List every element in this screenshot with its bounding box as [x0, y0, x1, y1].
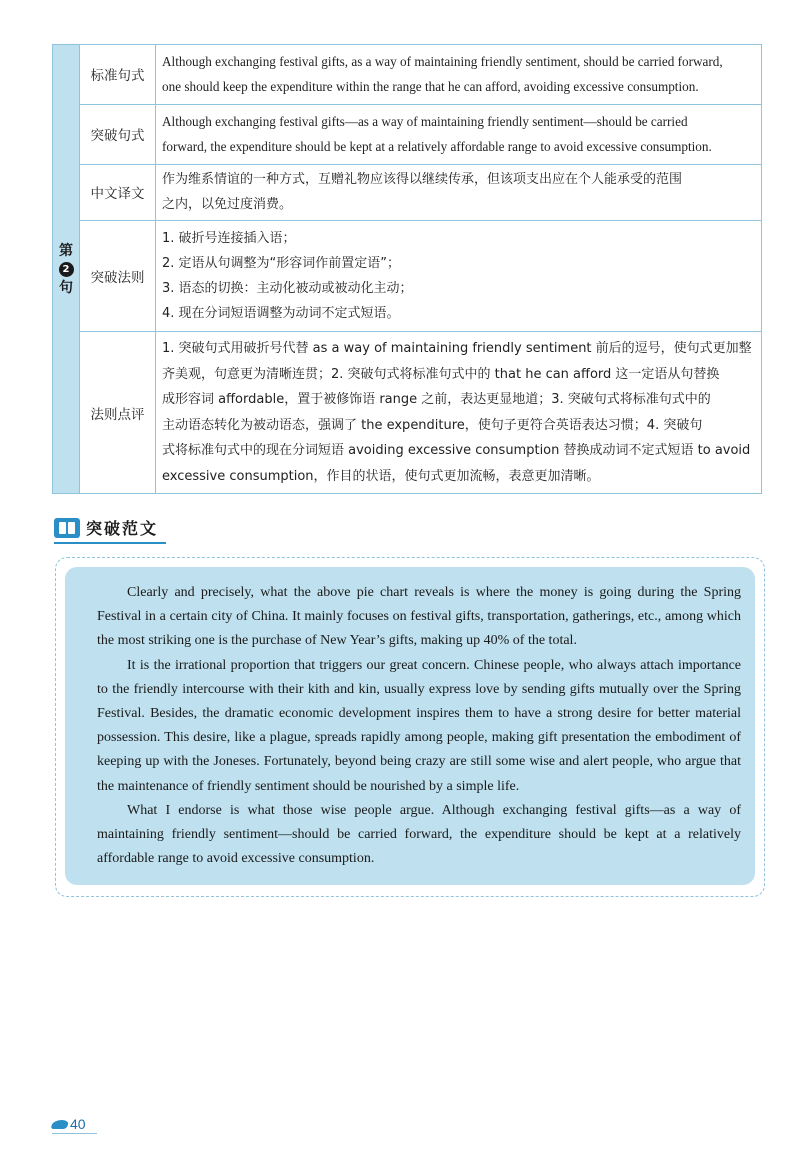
table-row-translation	[80, 165, 761, 221]
row-content	[156, 332, 761, 493]
row-label: 突破句式	[80, 105, 156, 164]
row-content	[156, 105, 761, 164]
row-label: 法则点评	[80, 332, 156, 493]
content-line: 成形容词 affordable，置于被修饰语 range 之前，表达更显地道；3. 突破句式将标准句式中的	[162, 392, 711, 408]
table-row-commentary	[80, 332, 761, 493]
content-line: 作为维系情谊的一种方式，互赠礼物应该得以继续传承，但该项支出应在个人能承受的范围	[162, 172, 683, 187]
sentence-label-suffix: 句	[59, 279, 73, 296]
content-line: 4. 现在分词短语调整为动词不定式短语。	[162, 305, 400, 321]
content-line: 之内，以免过度消费。	[162, 197, 293, 212]
sentence-label-prefix: 第	[59, 242, 73, 259]
content-line: 3. 语态的切换：主动化被动或被动化主动；	[162, 280, 413, 296]
content-line: 1. 破折号连接插入语；	[162, 230, 296, 246]
essay-paragraph: What I endorse is what those wise people argue. Although exchanging festival gifts—as a way of maintaining friendly sentiment—should be carried forward, the expenditure should be kept at a relatively affordable range to avoid excessive consumption.	[97, 802, 741, 867]
sentence-number-badge: 2	[59, 262, 74, 277]
essay-paragraph: It is the irrational proportion that triggers our great concern. Chinese people, who always attach importance to the friendly intercourse with their kith and kin, usually express love by sending gifts mutually over the Spring Festival. Besides, the dramatic economic development inspires them to have a strong desire for better material possession. This desire, like a plague, spreads rapidly among people, making gift presentation the embodiment of keeping up with the Joneses. Fortunately, beyond being crazy are still some wise and alert people, who argue that the maintenance of friendly sentiment should be nourished by a simple life.	[97, 657, 741, 794]
table-row-standard	[80, 45, 761, 105]
section-heading	[54, 516, 158, 539]
sentence-number-label	[53, 45, 80, 493]
graduation-cap-icon	[50, 1120, 69, 1129]
content-line: 2. 定语从句调整为“形容词作前置定语”；	[162, 255, 401, 271]
table-row-rules	[80, 221, 761, 333]
row-label: 标准句式	[80, 45, 156, 104]
content-line: 齐美观，句意更为清晰连贯；2. 突破句式将标准句式中的 that he can afford 这一定语从句替换	[162, 366, 720, 382]
sentence-table	[52, 44, 762, 494]
content-line: 主动语态转化为被动语态，强调了 the expenditure，使句子更符合英语表达习惯；4. 突破句	[162, 417, 703, 433]
content-line: 式将标准句式中的现在分词短语 avoiding excessive consumption 替换成动词不定式短语 to avoid	[162, 443, 751, 459]
content-line: forward, the expenditure should be kept at a relatively affordable range to avoid excessive consumption.	[162, 139, 712, 155]
content-line: excessive consumption，作目的状语，使句式更加流畅，表意更加清晰。	[162, 468, 600, 484]
page-number	[52, 1116, 86, 1132]
essay-paragraph: Clearly and precisely, what the above pie chart reveals is where the money is going during the Spring Festival in a certain city of China. It mainly focuses on festival gifts, transportation, gatherings, etc., among which the most striking one is the purchase of New Year’s gifts, making up 40% of the total.	[97, 585, 741, 649]
section-title: 突破范文	[86, 519, 159, 538]
row-content	[156, 165, 761, 220]
row-label: 突破法则	[80, 221, 156, 332]
row-content	[156, 45, 761, 104]
table-row-breakthrough	[80, 105, 761, 165]
row-content	[156, 221, 761, 332]
model-essay	[65, 567, 755, 885]
row-label: 中文译文	[80, 165, 156, 220]
book-icon	[54, 518, 80, 538]
page-number-underline	[52, 1133, 97, 1134]
content-line: one should keep the expenditure within the range that he can afford, avoiding excessive consumption.	[162, 79, 699, 95]
page-number-text: 40	[70, 1116, 86, 1132]
content-line: 1. 突破句式用破折号代替 as a way of maintaining friendly sentiment 前后的逗号，使句式更加整	[162, 341, 752, 357]
content-line: Although exchanging festival gifts, as a way of maintaining friendly sentiment, should be carried forward,	[162, 54, 723, 70]
content-line: Although exchanging festival gifts—as a way of maintaining friendly sentiment—should be carried	[162, 114, 688, 130]
section-underline	[54, 542, 166, 544]
